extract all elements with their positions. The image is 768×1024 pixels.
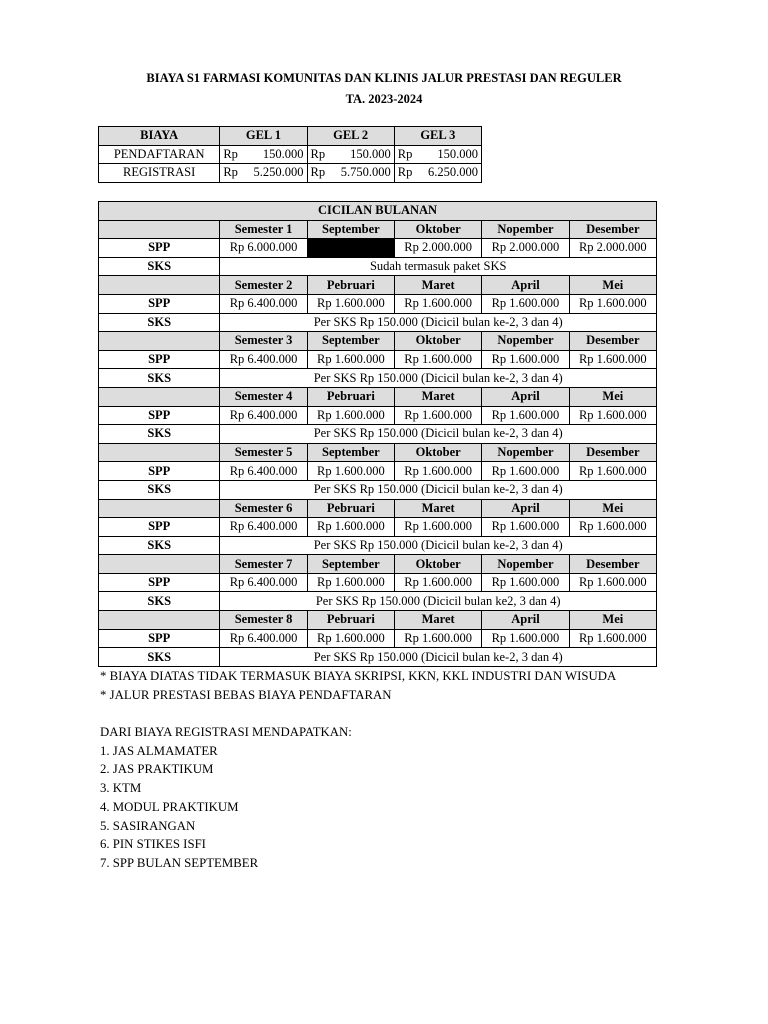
fees-cell: [307, 145, 394, 164]
spp-amount: Rp 1.600.000: [307, 462, 394, 481]
benefit-item: 5. SASIRANGAN: [100, 818, 196, 833]
month-header: Mei: [569, 499, 656, 518]
spp-amount: Rp 1.600.000: [307, 518, 394, 537]
sks-label: SKS: [99, 369, 220, 388]
sks-row: [99, 648, 657, 667]
sks-label: SKS: [99, 425, 220, 444]
sks-note: Per SKS Rp 150.000 (Dicicil bulan ke-2, 3 dan 4): [220, 313, 657, 332]
spp-amount: Rp 1.600.000: [395, 294, 482, 313]
month-header: Oktober: [395, 332, 482, 351]
benefit-item: 1. JAS ALMAMATER: [100, 743, 218, 758]
cicilan-table: [98, 201, 657, 667]
spp-amount: Rp 2.000.000: [395, 239, 482, 258]
month-header: September: [307, 220, 394, 239]
benefit-item: 4. MODUL PRAKTIKUM: [100, 799, 239, 814]
spp-amount: Rp 1.600.000: [395, 406, 482, 425]
fees-cell: [307, 164, 394, 183]
sks-note: Per SKS Rp 150.000 (Dicicil bulan ke-2, 3 dan 4): [220, 480, 657, 499]
month-header: Mei: [569, 387, 656, 406]
semester-name: Semester 8: [220, 611, 307, 630]
spp-amount: Rp 6.400.000: [220, 294, 307, 313]
month-header: Pebruari: [307, 387, 394, 406]
spp-amount: Rp 1.600.000: [569, 518, 656, 537]
spp-amount: Rp 1.600.000: [482, 462, 569, 481]
sks-row: [99, 257, 657, 276]
month-header: April: [482, 387, 569, 406]
spp-row: [99, 573, 657, 592]
month-header: Nopember: [482, 443, 569, 462]
month-header: Oktober: [395, 220, 482, 239]
spp-amount: Rp 6.000.000: [220, 239, 307, 258]
fees-header: GEL 2: [307, 127, 394, 146]
month-header: Desember: [569, 220, 656, 239]
fees-cell: [220, 164, 307, 183]
spp-amount: Rp 1.600.000: [569, 573, 656, 592]
spp-row: [99, 629, 657, 648]
spp-amount: Rp 2.000.000: [482, 239, 569, 258]
currency-label: Rp: [397, 146, 413, 161]
sks-label: SKS: [99, 592, 220, 611]
month-header: Nopember: [482, 332, 569, 351]
semester-header-row: [99, 387, 657, 406]
spp-amount: Rp 1.600.000: [307, 629, 394, 648]
fees-row-registrasi: [99, 164, 482, 183]
month-header: April: [482, 499, 569, 518]
fees-value: 5.750.000: [340, 165, 391, 180]
benefit-item: 6. PIN STIKES ISFI: [100, 837, 206, 852]
semester-header-blank: [99, 276, 220, 295]
spp-amount: Rp 1.600.000: [569, 406, 656, 425]
spp-row: [99, 350, 657, 369]
month-header: September: [307, 443, 394, 462]
month-header: Maret: [395, 611, 482, 630]
spp-amount: Rp 1.600.000: [395, 462, 482, 481]
semester-header-row: [99, 611, 657, 630]
spp-amount: Rp 1.600.000: [482, 573, 569, 592]
spp-amount: Rp 1.600.000: [307, 350, 394, 369]
notes: [100, 667, 616, 704]
sks-note: Sudah termasuk paket SKS: [220, 257, 657, 276]
month-header: Desember: [569, 332, 656, 351]
month-header: Pebruari: [307, 499, 394, 518]
sks-note: Per SKS Rp 150.000 (Dicicil bulan ke-2, 3 dan 4): [220, 369, 657, 388]
fees-value: 150.000: [437, 146, 478, 161]
spp-amount: Rp 1.600.000: [569, 629, 656, 648]
spp-row: [99, 294, 657, 313]
spp-amount: Rp 6.400.000: [220, 350, 307, 369]
sks-label: SKS: [99, 313, 220, 332]
semester-header-row: [99, 220, 657, 239]
spp-amount: Rp 1.600.000: [482, 294, 569, 313]
month-header: Pebruari: [307, 611, 394, 630]
currency-label: Rp: [397, 165, 413, 180]
sks-label: SKS: [99, 648, 220, 667]
spp-label: SPP: [99, 518, 220, 537]
spp-amount: Rp 1.600.000: [482, 350, 569, 369]
spp-amount: Rp 1.600.000: [482, 518, 569, 537]
spp-label: SPP: [99, 406, 220, 425]
spp-row: [99, 518, 657, 537]
semester-name: Semester 4: [220, 387, 307, 406]
spp-label: SPP: [99, 629, 220, 648]
month-header: Maret: [395, 499, 482, 518]
spp-amount: Rp 6.400.000: [220, 462, 307, 481]
fees-cell: [394, 164, 481, 183]
semester-header-blank: [99, 555, 220, 574]
note-line: * JALUR PRESTASI BEBAS BIAYA PENDAFTARAN: [100, 687, 392, 702]
semester-name: Semester 7: [220, 555, 307, 574]
semester-header-row: [99, 332, 657, 351]
month-header: Maret: [395, 276, 482, 295]
spp-row: [99, 406, 657, 425]
spp-amount: Rp 1.600.000: [307, 573, 394, 592]
semester-header-row: [99, 276, 657, 295]
sks-note: Per SKS Rp 150.000 (Dicicil bulan ke-2, 3 dan 4): [220, 536, 657, 555]
sks-note: Per SKS Rp 150.000 (Dicicil bulan ke-2, 3 dan 4): [220, 648, 657, 667]
currency-label: Rp: [223, 146, 238, 161]
month-header: April: [482, 611, 569, 630]
spp-amount: Rp 6.400.000: [220, 573, 307, 592]
spp-amount: Rp 1.600.000: [482, 406, 569, 425]
currency-label: Rp: [310, 165, 326, 180]
cicilan-title: CICILAN BULANAN: [99, 202, 657, 221]
sks-row: [99, 592, 657, 611]
spp-amount: Rp 6.400.000: [220, 406, 307, 425]
spp-amount: Rp 1.600.000: [569, 350, 656, 369]
sks-row: [99, 536, 657, 555]
benefit-item: 3. KTM: [100, 781, 142, 796]
semester-name: Semester 1: [220, 220, 307, 239]
semester-header-blank: [99, 443, 220, 462]
sks-label: SKS: [99, 480, 220, 499]
month-header: Mei: [569, 611, 656, 630]
benefits-heading: DARI BIAYA REGISTRASI MENDAPATKAN:: [100, 725, 352, 739]
sks-row: [99, 313, 657, 332]
semester-header-blank: [99, 499, 220, 518]
sks-row: [99, 369, 657, 388]
month-header: Oktober: [395, 443, 482, 462]
registration-benefits: [100, 723, 352, 873]
month-header: Desember: [569, 555, 656, 574]
spp-amount: Rp 1.600.000: [307, 294, 394, 313]
fees-header: GEL 1: [220, 127, 307, 146]
semester-name: Semester 6: [220, 499, 307, 518]
semester-header-blank: [99, 332, 220, 351]
fees-row-label: REGISTRASI: [99, 164, 220, 183]
sks-note: Per SKS Rp 150.000 (Dicicil bulan ke-2, 3 dan 4): [220, 425, 657, 444]
fees-value: 150.000: [262, 146, 304, 161]
spp-row: [99, 239, 657, 258]
semester-header-row: [99, 555, 657, 574]
month-header: Oktober: [395, 555, 482, 574]
semester-name: Semester 3: [220, 332, 307, 351]
fees-header: BIAYA: [99, 127, 220, 146]
fees-value: 6.250.000: [428, 165, 478, 180]
redacted-cell: [307, 239, 394, 258]
semester-name: Semester 2: [220, 276, 307, 295]
semester-header-blank: [99, 220, 220, 239]
semester-header-row: [99, 443, 657, 462]
benefit-item: 2. JAS PRAKTIKUM: [100, 762, 214, 777]
note-line: * BIAYA DIATAS TIDAK TERMASUK BIAYA SKRIPSI, KKN, KKL INDUSTRI DAN WISUDA: [100, 669, 617, 683]
spp-amount: Rp 2.000.000: [569, 239, 656, 258]
fees-value: 5.250.000: [253, 165, 304, 180]
currency-label: Rp: [223, 165, 238, 180]
spp-label: SPP: [99, 350, 220, 369]
fees-header-row: [99, 127, 482, 146]
month-header: Nopember: [482, 555, 569, 574]
month-header: Mei: [569, 276, 656, 295]
spp-amount: Rp 1.600.000: [395, 518, 482, 537]
spp-amount: Rp 1.600.000: [395, 573, 482, 592]
spp-amount: Rp 1.600.000: [395, 350, 482, 369]
document-subtitle: TA. 2023-2024: [345, 92, 423, 106]
sks-label: SKS: [99, 257, 220, 276]
month-header: April: [482, 276, 569, 295]
semester-header-blank: [99, 611, 220, 630]
fees-row-label: PENDAFTARAN: [99, 145, 220, 164]
month-header: September: [307, 555, 394, 574]
spp-label: SPP: [99, 573, 220, 592]
fees-cell: [220, 145, 307, 164]
document-title: BIAYA S1 FARMASI KOMUNITAS DAN KLINIS JALUR PRESTASI DAN REGULER: [146, 71, 622, 85]
month-header: Pebruari: [307, 276, 394, 295]
spp-amount: Rp 1.600.000: [482, 629, 569, 648]
spp-label: SPP: [99, 294, 220, 313]
spp-amount: Rp 1.600.000: [569, 462, 656, 481]
month-header: Desember: [569, 443, 656, 462]
fees-row-pendaftaran: [99, 145, 482, 164]
spp-amount: Rp 1.600.000: [569, 294, 656, 313]
spp-label: SPP: [99, 239, 220, 258]
spp-label: SPP: [99, 462, 220, 481]
month-header: Nopember: [482, 220, 569, 239]
fees-cell: [394, 145, 481, 164]
sks-note: Per SKS Rp 150.000 (Dicicil bulan ke2, 3 dan 4): [220, 592, 657, 611]
cicilan-title-row: [99, 202, 657, 221]
fees-value: 150.000: [350, 146, 391, 161]
benefit-item: 7. SPP BULAN SEPTEMBER: [100, 855, 259, 870]
semester-name: Semester 5: [220, 443, 307, 462]
spp-amount: Rp 1.600.000: [395, 629, 482, 648]
semester-header-row: [99, 499, 657, 518]
sks-label: SKS: [99, 536, 220, 555]
semester-header-blank: [99, 387, 220, 406]
sks-row: [99, 480, 657, 499]
month-header: Maret: [395, 387, 482, 406]
currency-label: Rp: [310, 146, 326, 161]
spp-amount: Rp 6.400.000: [220, 518, 307, 537]
spp-amount: Rp 1.600.000: [307, 406, 394, 425]
fees-table: [98, 126, 482, 183]
spp-row: [99, 462, 657, 481]
sks-row: [99, 425, 657, 444]
spp-amount: Rp 6.400.000: [220, 629, 307, 648]
fees-header: GEL 3: [394, 127, 481, 146]
month-header: September: [307, 332, 394, 351]
